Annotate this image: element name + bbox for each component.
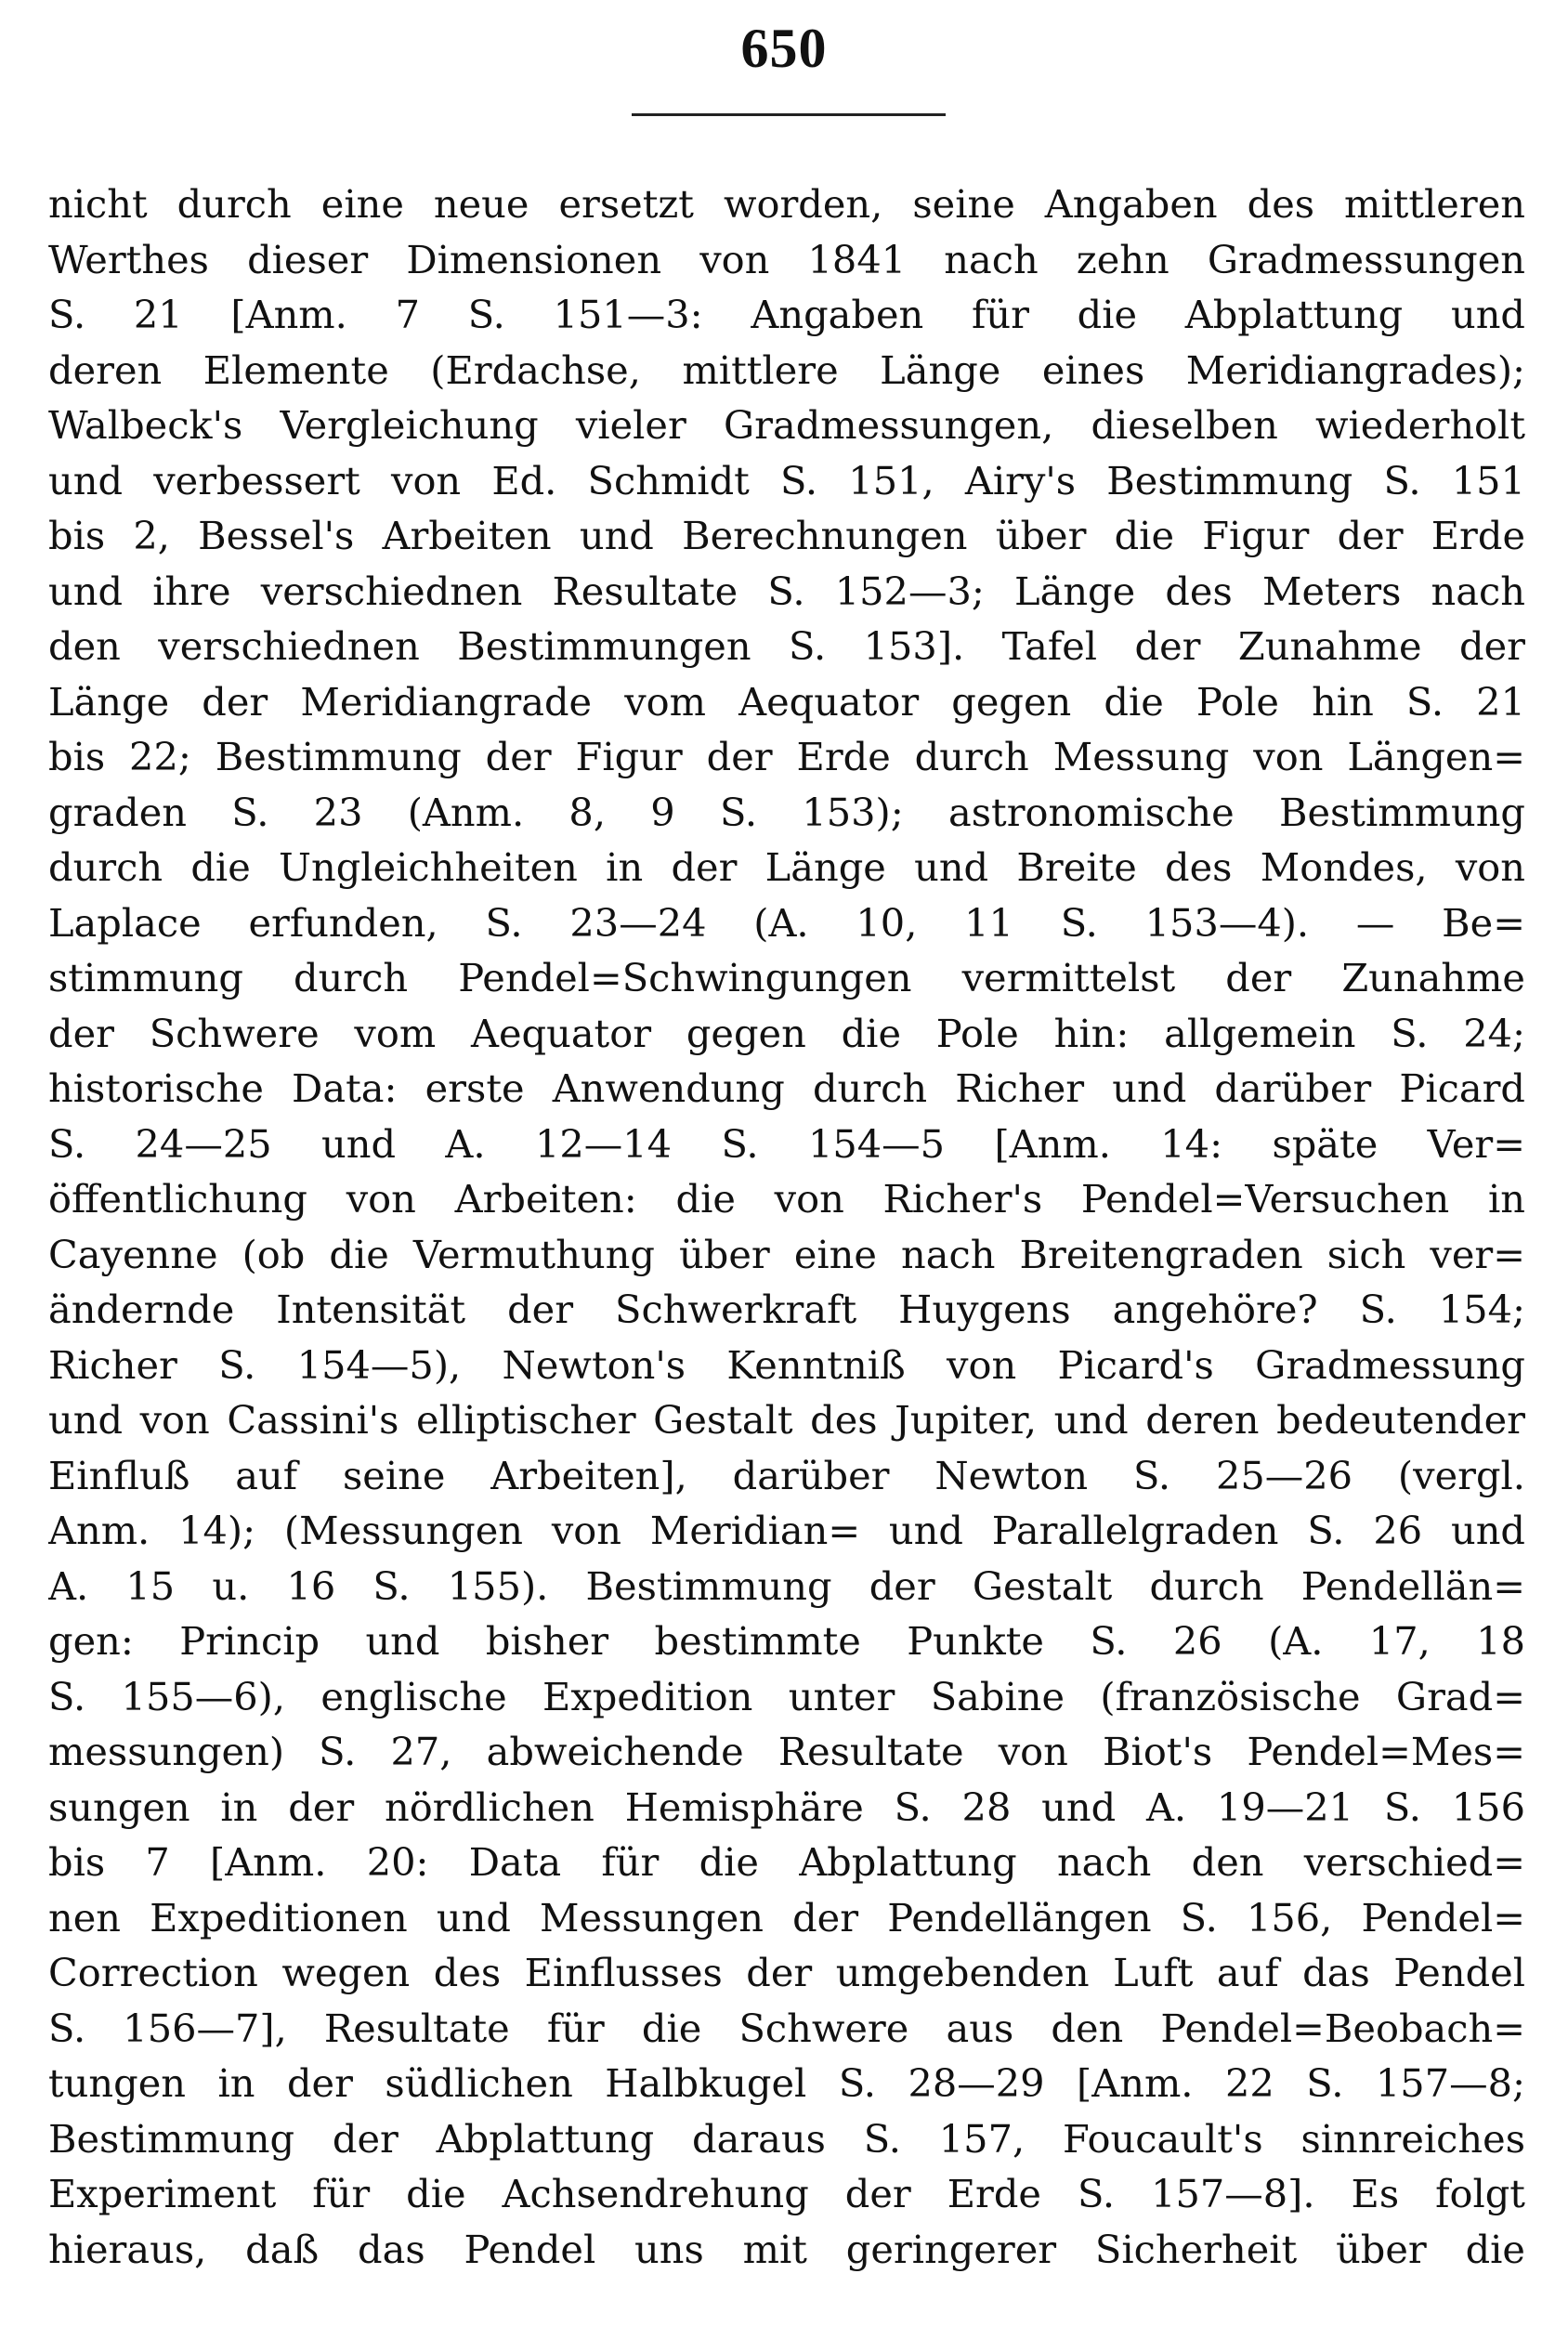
text-line: graden S. 23 (Anm. 8, 9 S. 153); astronomische Bestimmung: [48, 789, 1525, 835]
text-line: Cayenne (ob die Vermuthung über eine nach Breitengraden sich ver=: [48, 1231, 1525, 1277]
text-line: Richer S. 154—5), Newton's Kenntniß von Picard's Gradmessung: [48, 1341, 1525, 1388]
text-line: S. 21 [Anm. 7 S. 151—3: Angaben für die Abplattung und: [48, 292, 1525, 337]
text-line: Correction wegen des Einflusses der umgebenden Luft auf das Pendel: [48, 1950, 1525, 1995]
text-line: Experiment für die Achsendrehung der Erde S. 157—8]. Es folgt: [48, 2171, 1525, 2216]
text-line: bis 7 [Anm. 20: Data für die Abplattung nach den verschied=: [48, 1839, 1525, 1885]
text-line: Länge der Meridiangrade vom Aequator gegen die Pole hin S. 21: [48, 678, 1525, 725]
text-line: hieraus, daß das Pendel uns mit geringerer Sicherheit über die: [48, 2226, 1525, 2272]
text-line: Anm. 14); (Messungen von Meridian= und Parallelgraden S. 26 und: [48, 1508, 1525, 1553]
text-line: Bestimmung der Abplattung daraus S. 157, Foucault's sinnreiches: [48, 2115, 1525, 2162]
text-line: S. 155—6), englische Expedition unter Sabine (französische Grad=: [48, 1673, 1525, 1719]
text-line: und von Cassini's elliptischer Gestalt des Jupiter, und deren bedeutender: [48, 1397, 1525, 1443]
text-line: ändernde Intensität der Schwerkraft Huygens angehöre? S. 154;: [48, 1287, 1525, 1332]
text-line: der Schwere vom Aequator gegen die Pole hin: allgemein S. 24;: [48, 1010, 1525, 1056]
text-line: öffentlichung von Arbeiten: die von Richer's Pendel=Versuchen in: [48, 1176, 1525, 1222]
text-line: nen Expeditionen und Messungen der Pendellängen S. 156, Pendel=: [48, 1894, 1525, 1941]
text-line: A. 15 u. 16 S. 155). Bestimmung der Gestalt durch Pendellän=: [48, 1562, 1525, 1609]
text-line: und verbessert von Ed. Schmidt S. 151, Airy's Bestimmung S. 151: [48, 457, 1525, 503]
text-line: sungen in der nördlichen Hemisphäre S. 28 und A. 19—21 S. 156: [48, 1784, 1525, 1830]
text-line: nicht durch eine neue ersetzt worden, seine Angaben des mittleren: [48, 181, 1525, 227]
text-line: durch die Ungleichheiten in der Länge und Breite des Mondes, von: [48, 844, 1525, 890]
text-line: gen: Princip und bisher bestimmte Punkte S. 26 (A. 17, 18: [48, 1618, 1525, 1664]
text-line: stimmung durch Pendel=Schwingungen vermittelst der Zunahme: [48, 955, 1525, 1000]
text-line: deren Elemente (Erdachse, mittlere Länge eines Meridiangrades);: [48, 346, 1525, 393]
header-rule: [632, 113, 946, 116]
text-line: und ihre verschiednen Resultate S. 152—3; Länge des Meters nach: [48, 568, 1525, 614]
body-text: [48, 176, 1525, 2277]
text-line: tungen in der südlichen Halbkugel S. 28—29 [Anm. 22 S. 157—8;: [48, 2060, 1525, 2106]
text-line: Werthes dieser Dimensionen von 1841 nach zehn Gradmessungen: [48, 236, 1525, 282]
text-line: Walbeck's Vergleichung vieler Gradmessungen, dieselben wiederholt: [48, 402, 1525, 448]
text-line: den verschiednen Bestimmungen S. 153]. Tafel der Zunahme der: [48, 623, 1525, 669]
text-line: S. 24—25 und A. 12—14 S. 154—5 [Anm. 14: späte Ver=: [48, 1120, 1525, 1167]
page-number: 650: [740, 18, 828, 79]
text-line: bis 22; Bestimmung der Figur der Erde durch Messung von Längen=: [48, 734, 1525, 779]
text-line: bis 2, Bessel's Arbeiten und Berechnungen über die Figur der Erde: [48, 513, 1525, 558]
text-line: messungen) S. 27, abweichende Resultate von Biot's Pendel=Mes=: [48, 1729, 1525, 1774]
text-line: historische Data: erste Anwendung durch Richer und darüber Picard: [48, 1065, 1525, 1111]
text-line: Einfluß auf seine Arbeiten], darüber Newton S. 25—26 (vergl.: [48, 1452, 1525, 1498]
text-line: S. 156—7], Resultate für die Schwere aus den Pendel=Beobach=: [48, 2005, 1525, 2051]
text-line: Laplace erfunden, S. 23—24 (A. 10, 11 S. 153—4). — Be=: [48, 899, 1525, 946]
